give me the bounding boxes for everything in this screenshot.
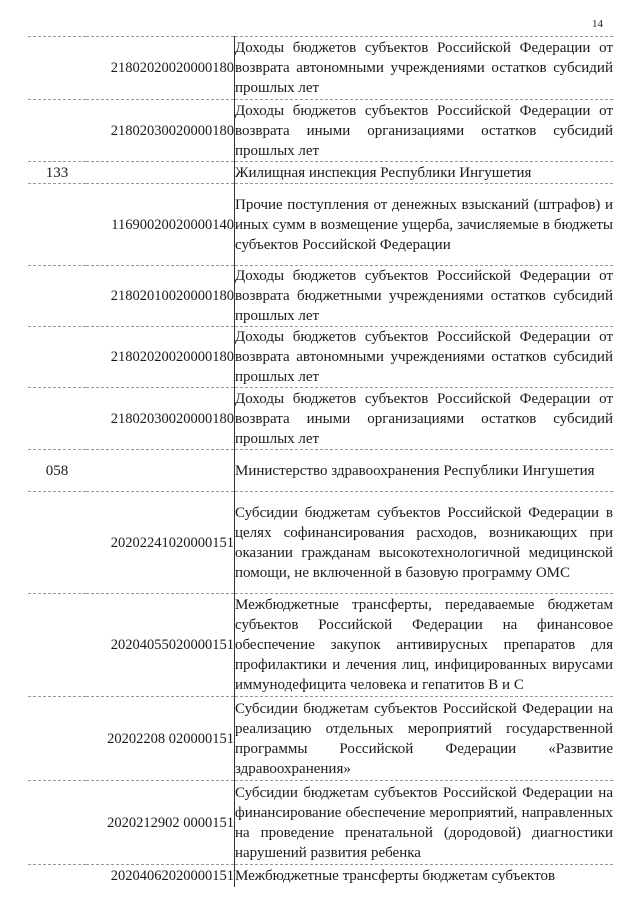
- revenue-name-cell: Доходы бюджетов субъектов Российской Федерации от возврата бюджетными учреждениями остатков субсидий прошлых лет: [235, 266, 614, 327]
- admin-code-cell: [28, 781, 86, 865]
- table-row: [28, 697, 613, 781]
- revenue-code-cell: 20204062020000151: [86, 865, 235, 887]
- table-row: [28, 162, 613, 184]
- table-row: [28, 388, 613, 450]
- admin-code-cell: [28, 37, 86, 100]
- admin-code-cell: [28, 388, 86, 450]
- revenue-code-cell: 21802020020000180: [86, 327, 235, 388]
- admin-code-cell: 133: [28, 162, 86, 184]
- table-row: [28, 37, 613, 100]
- admin-code-cell: 058: [28, 450, 86, 492]
- admin-code-cell: [28, 100, 86, 162]
- revenue-code-table: [28, 36, 613, 887]
- revenue-code-cell: 21802020020000180: [86, 37, 235, 100]
- revenue-name-cell: Субсидии бюджетам субъектов Российской Федерации в целях софинансирования расходов, возникающих при оказании гражданам высокотехнологичной медицинской помощи, не включенной в базовую программу ОМС: [235, 492, 614, 594]
- table-row: [28, 100, 613, 162]
- page-number: 14: [592, 18, 603, 30]
- admin-code-cell: [28, 266, 86, 327]
- table-row: [28, 865, 613, 887]
- revenue-code-cell: [86, 162, 235, 184]
- admin-code-cell: [28, 492, 86, 594]
- revenue-code-cell: 20202241020000151: [86, 492, 235, 594]
- revenue-name-cell: Субсидии бюджетам субъектов Российской Федерации на реализацию отдельных мероприятий государственной программы Российской Федерации «Развитие здравоохранения»: [235, 697, 614, 781]
- table-row: [28, 594, 613, 697]
- admin-code-cell: [28, 865, 86, 887]
- revenue-code-cell: 20204055020000151: [86, 594, 235, 697]
- revenue-name-cell: Субсидии бюджетам субъектов Российской Федерации на финансирование обеспечение мероприятий, направленных на проведение пренатальной (дородовой) диагностики нарушений развития ребенка: [235, 781, 614, 865]
- revenue-code-cell: 2020212902 0000151: [86, 781, 235, 865]
- revenue-code-cell: 11690020020000140: [86, 184, 235, 266]
- revenue-code-cell: 20202208 020000151: [86, 697, 235, 781]
- revenue-name-cell: Межбюджетные трансферты, передаваемые бюджетам субъектов Российской Федерации на финансовое обеспечение закупок антивирусных препаратов для профилактики и лечения лиц, инфицированных вирусами иммунодефицита человека и гепатитов В и С: [235, 594, 614, 697]
- table-row: [28, 781, 613, 865]
- revenue-name-cell: Доходы бюджетов субъектов Российской Федерации от возврата иными организациями остатков субсидий прошлых лет: [235, 388, 614, 450]
- revenue-name-cell: Доходы бюджетов субъектов Российской Федерации от возврата иными организациями остатков субсидий прошлых лет: [235, 100, 614, 162]
- revenue-code-cell: 21802030020000180: [86, 100, 235, 162]
- admin-code-cell: [28, 697, 86, 781]
- table-row: [28, 184, 613, 266]
- revenue-code-cell: 21802030020000180: [86, 388, 235, 450]
- revenue-name-cell: Доходы бюджетов субъектов Российской Федерации от возврата автономными учреждениями остатков субсидий прошлых лет: [235, 327, 614, 388]
- table-row: [28, 450, 613, 492]
- revenue-name-cell: Доходы бюджетов субъектов Российской Федерации от возврата автономными учреждениями остатков субсидий прошлых лет: [235, 37, 614, 100]
- revenue-name-cell: Жилищная инспекция Республики Ингушетия: [235, 162, 614, 184]
- table-row: [28, 327, 613, 388]
- revenue-name-cell: Министерство здравоохранения Республики Ингушетия: [235, 450, 614, 492]
- table-row: [28, 266, 613, 327]
- admin-code-cell: [28, 184, 86, 266]
- admin-code-cell: [28, 594, 86, 697]
- revenue-name-cell: Прочие поступления от денежных взысканий (штрафов) и иных сумм в возмещение ущерба, зачисляемые в бюджеты субъектов Российской Федерации: [235, 184, 614, 266]
- table-row: [28, 492, 613, 594]
- revenue-code-cell: [86, 450, 235, 492]
- admin-code-cell: [28, 327, 86, 388]
- revenue-code-cell: 21802010020000180: [86, 266, 235, 327]
- revenue-name-cell: Межбюджетные трансферты бюджетам субъектов: [235, 865, 614, 887]
